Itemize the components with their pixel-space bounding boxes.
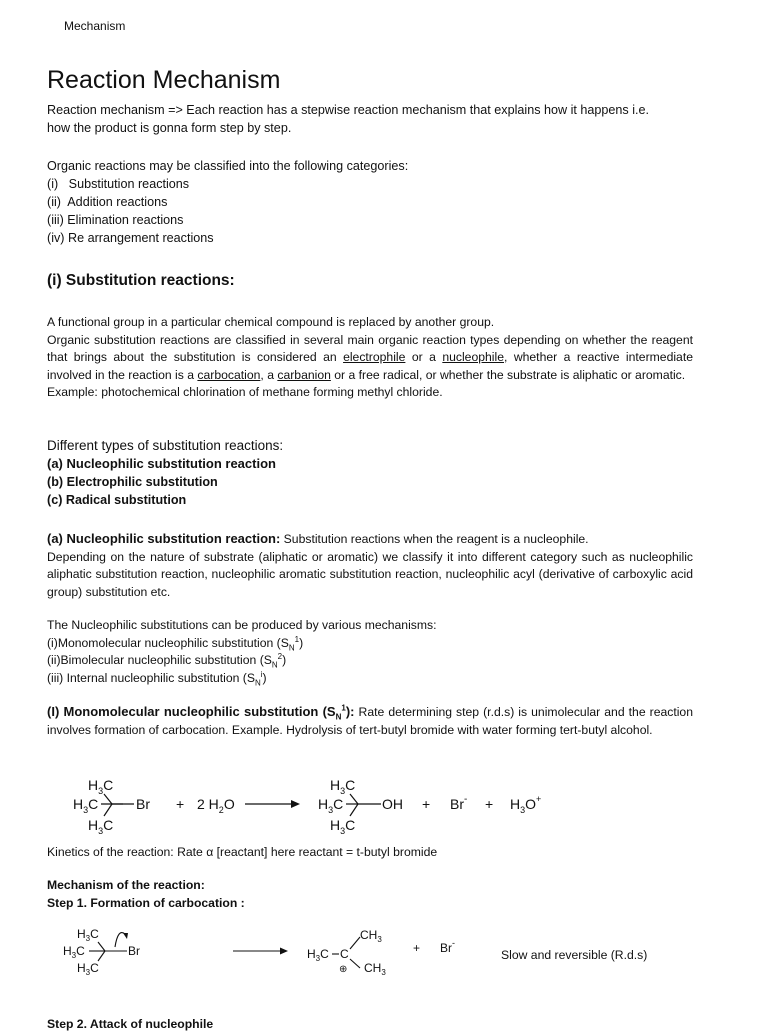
methyl-bottom-label: $H_3C$ bbox=[330, 817, 356, 836]
hydroxyl-label: OH bbox=[382, 796, 403, 812]
subscript: N bbox=[271, 660, 278, 670]
page-title: Reaction Mechanism bbox=[47, 66, 281, 94]
type-c: (c) Radical substitution bbox=[47, 493, 187, 507]
carbanion-link[interactable]: carbanion bbox=[277, 367, 331, 382]
bond-line bbox=[104, 794, 112, 804]
water-label: 2 $H_2O$ bbox=[197, 796, 235, 815]
positive-charge-icon: ⊕ bbox=[339, 964, 348, 975]
mechanism-block bbox=[47, 877, 693, 912]
sn1-label bbox=[47, 703, 355, 722]
carbocation-center: C bbox=[340, 947, 349, 961]
hydronium-label: $H_3O^+$ bbox=[510, 794, 542, 815]
superscript: 1 bbox=[341, 703, 346, 713]
mechanism-text: (i)Monomolecular nucleophilic substitution (S bbox=[47, 635, 289, 650]
mechanism-text: (ii)Bimolecular nucleophilic substitution (S bbox=[47, 653, 272, 667]
reaction-equation-1 bbox=[60, 770, 580, 842]
mechanism-item-3 bbox=[47, 670, 693, 688]
superscript: 2 bbox=[277, 651, 283, 661]
nucleophilic-label: (a) Nucleophilic substitution reaction: bbox=[47, 531, 281, 546]
sn1-description: Rate determining step (r.d.s) is unimolecular and the reaction involves formation of carbocation. Example. Hydrolysis of tert-butyl bromide with water forming tert-butyl alcohol. bbox=[47, 705, 693, 737]
arrow-head-icon bbox=[291, 800, 300, 808]
substitution-para-part: , whether a reactive intermediate involved in the reaction is a bbox=[47, 350, 693, 382]
category-item: (ii) Addition reactions bbox=[47, 195, 168, 209]
methyl-top-label: $H_3C$ bbox=[88, 777, 114, 796]
nucleophilic-definition: Substitution reactions when the reagent is a nucleophile. bbox=[280, 532, 589, 546]
bond-line bbox=[98, 942, 105, 951]
carbocation-link[interactable]: carbocation bbox=[197, 367, 261, 382]
methyl-top-label: $H_3C$ bbox=[330, 777, 356, 796]
methyl-top-label: $H_3C$ bbox=[77, 927, 99, 943]
arrow-head-icon bbox=[280, 948, 288, 955]
subscript: N bbox=[335, 712, 342, 722]
bromide-ion-label: Br- bbox=[450, 794, 468, 812]
substitution-para-part: or a bbox=[405, 350, 443, 364]
bromine-label: Br bbox=[136, 796, 150, 812]
step2-heading: Step 2. Attack of nucleophile bbox=[47, 1017, 214, 1031]
intro-line-1: Reaction mechanism => Each reaction has a stepwise reaction mechanism that explains how it happens i.e. bbox=[47, 103, 650, 117]
mechanism-item-2 bbox=[47, 652, 693, 670]
methyl-bottom-label: $H_3C$ bbox=[88, 817, 114, 836]
electron-arrow-icon bbox=[115, 933, 125, 947]
mechanism-text: ) bbox=[262, 670, 267, 685]
page-header: Mechanism bbox=[64, 19, 126, 33]
mechanism-text: ) bbox=[282, 653, 287, 667]
plus-sign: + bbox=[176, 796, 185, 812]
mechanism-heading: Mechanism of the reaction: bbox=[47, 878, 205, 892]
arrow-head-icon bbox=[123, 933, 128, 939]
nucleophile-link[interactable]: nucleophile bbox=[442, 350, 504, 364]
substitution-para-part: , a bbox=[260, 367, 278, 382]
mechanisms-heading: The Nucleophilic substitutions can be produced by various mechanisms: bbox=[47, 618, 437, 632]
reaction-equation-2 bbox=[55, 922, 475, 984]
kinetics-text: Kinetics of the reaction: Rate α [reactant] here reactant = t-butyl bromide bbox=[47, 845, 438, 859]
types-heading: Different types of substitution reactions: bbox=[47, 438, 284, 453]
categories-block bbox=[47, 157, 693, 247]
plus-sign: + bbox=[422, 796, 431, 812]
methyl-bottom-label: $H_3C$ bbox=[77, 961, 99, 977]
categories-heading: Organic reactions may be classified into the following categories: bbox=[47, 159, 409, 173]
bond-line bbox=[350, 937, 360, 949]
intro-line-2: how the product is gonna form step by step. bbox=[47, 121, 292, 135]
type-b: (b) Electrophilic substitution bbox=[47, 475, 218, 489]
plus-sign: + bbox=[413, 941, 421, 955]
bond-line bbox=[350, 804, 358, 816]
superscript: 1 bbox=[294, 634, 300, 644]
mechanism-text: (iii) Internal nucleophilic substitution (S bbox=[47, 670, 255, 685]
bromine-label: Br bbox=[128, 944, 140, 958]
mechanisms-block bbox=[47, 617, 693, 687]
bond-line bbox=[350, 959, 360, 968]
subscript: N bbox=[288, 642, 295, 652]
carbocation-label: $H_3C$ bbox=[307, 947, 329, 963]
substitution-para-part: or a free radical, or whether the substrate is aliphatic or aromatic. bbox=[330, 367, 686, 382]
section-substitution-title: (i) Substitution reactions: bbox=[47, 272, 235, 289]
step1-heading: Step 1. Formation of carbocation : bbox=[47, 895, 245, 910]
mechanism-item-1 bbox=[47, 635, 693, 653]
category-item: (i) Substitution reactions bbox=[47, 177, 190, 191]
substitution-para-part: Organic substitution reactions are classified in several main organic reaction types depending on whether the reagent that brings about the substitution is considered an bbox=[47, 332, 693, 364]
category-item: (iii) Elimination reactions bbox=[47, 213, 184, 227]
bond-line bbox=[104, 804, 112, 816]
substitution-example: Example: photochemical chlorination of methane forming methyl chloride. bbox=[47, 385, 443, 399]
substitution-description bbox=[47, 314, 693, 402]
subscript: N bbox=[254, 677, 261, 687]
superscript: i bbox=[260, 669, 263, 679]
methyl-mid-label: $H_3C$ bbox=[73, 796, 99, 815]
sn1-label-text: (I) Monomolecular nucleophilic substitution (S bbox=[47, 704, 336, 719]
bond-line bbox=[350, 794, 358, 804]
bond-line bbox=[98, 951, 105, 961]
bromide-ion-label: Br- bbox=[440, 938, 455, 955]
nucleophilic-block bbox=[47, 530, 693, 601]
category-item: (iv) Re arrangement reactions bbox=[47, 231, 214, 245]
methyl-mid-label: $H_3C$ bbox=[63, 944, 85, 960]
methyl-top-label: $CH_3$ bbox=[360, 928, 382, 944]
nucleophilic-paragraph: Depending on the nature of substrate (aliphatic or aromatic) we classify it into different category such as nucleophilic aliphatic substitution reaction, nucleophilic aromatic substitution reaction, nucleophilic acyl (derivative of carboxylic acid group) substitution etc. bbox=[47, 549, 693, 599]
step1-note: Slow and reversible (R.d.s) bbox=[501, 948, 648, 962]
mechanism-text: ) bbox=[299, 635, 304, 650]
intro-paragraph bbox=[47, 101, 693, 137]
electrophile-link[interactable]: electrophile bbox=[343, 350, 406, 364]
sn1-block bbox=[47, 703, 693, 739]
type-a: (a) Nucleophilic substitution reaction bbox=[47, 456, 276, 471]
substitution-definition: A functional group in a particular chemical compound is replaced by another group. bbox=[47, 315, 495, 329]
methyl-bottom-label: $CH_3$ bbox=[364, 961, 386, 977]
types-block bbox=[47, 437, 693, 509]
sn1-label-text: ): bbox=[345, 704, 355, 719]
methyl-mid-label: $H_3C$ bbox=[318, 796, 344, 815]
plus-sign: + bbox=[485, 796, 494, 812]
